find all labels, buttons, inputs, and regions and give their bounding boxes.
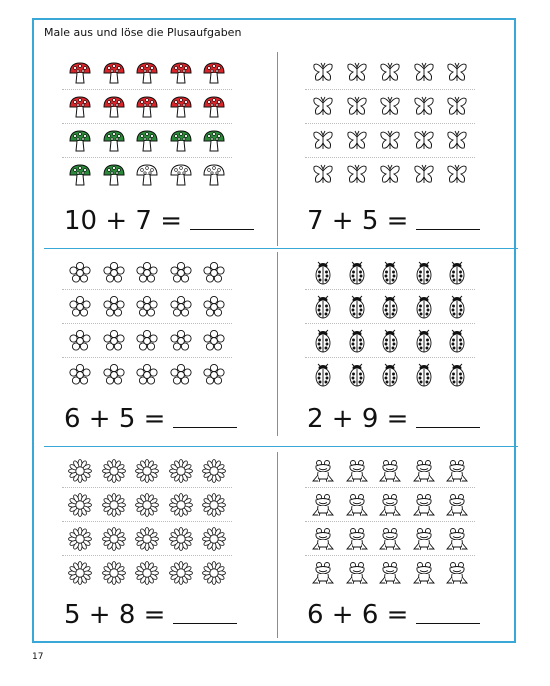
ladybug-icon[interactable] — [345, 295, 369, 319]
ladybug-icon[interactable] — [378, 295, 402, 319]
flower-icon[interactable] — [202, 261, 226, 285]
ladybug-icon[interactable] — [311, 261, 335, 285]
sunflower-icon[interactable] — [135, 527, 159, 551]
flower-icon[interactable] — [202, 363, 226, 387]
mushroom-icon[interactable] — [202, 129, 226, 153]
sunflower-icon[interactable] — [169, 561, 193, 585]
picture-row — [305, 90, 475, 124]
vertical-divider — [277, 252, 278, 436]
picture-row — [62, 522, 232, 556]
sunflower-icon[interactable] — [169, 459, 193, 483]
sunflower-icon[interactable] — [102, 459, 126, 483]
sunflower-icon[interactable] — [68, 493, 92, 517]
equation-text: 6 + 6 = — [307, 600, 409, 630]
exercise-cell-flowers — [42, 256, 273, 442]
picture-row — [62, 256, 232, 290]
frog-icon[interactable] — [311, 459, 335, 483]
ladybug-icon[interactable] — [412, 295, 436, 319]
mushroom-icon[interactable] — [102, 129, 126, 153]
mushroom-icon[interactable] — [202, 163, 226, 187]
picture-row — [62, 124, 232, 158]
answer-blank[interactable] — [416, 623, 480, 624]
butterfly-icon[interactable] — [445, 129, 469, 153]
picture-row — [305, 256, 475, 290]
picture-row — [305, 56, 475, 90]
ladybug-icon[interactable] — [445, 363, 469, 387]
frog-icon[interactable] — [378, 493, 402, 517]
frog-icon[interactable] — [412, 493, 436, 517]
equation — [64, 206, 254, 236]
answer-blank[interactable] — [190, 229, 254, 230]
exercise-cell-frogs — [285, 454, 516, 640]
sunflower-icon[interactable] — [202, 493, 226, 517]
frog-icon[interactable] — [412, 459, 436, 483]
frog-icon[interactable] — [445, 459, 469, 483]
flower-icon[interactable] — [102, 363, 126, 387]
mushroom-icon[interactable] — [169, 95, 193, 119]
flower-icon[interactable] — [68, 295, 92, 319]
exercise-cell-ladybugs — [285, 256, 516, 442]
sunflower-icon[interactable] — [169, 493, 193, 517]
flower-icon[interactable] — [169, 329, 193, 353]
mushroom-icon[interactable] — [135, 61, 159, 85]
picture-row — [305, 556, 475, 590]
flower-icon[interactable] — [169, 363, 193, 387]
butterfly-icon[interactable] — [311, 95, 335, 119]
picture-row — [62, 324, 232, 358]
flower-icon[interactable] — [102, 329, 126, 353]
butterfly-icon[interactable] — [412, 61, 436, 85]
vertical-divider — [277, 52, 278, 246]
equation — [64, 600, 237, 630]
answer-blank[interactable] — [173, 427, 237, 428]
butterfly-icon[interactable] — [412, 95, 436, 119]
picture-row — [305, 324, 475, 358]
butterfly-icon[interactable] — [445, 163, 469, 187]
mushroom-icon[interactable] — [169, 163, 193, 187]
sunflower-icon[interactable] — [202, 561, 226, 585]
equation — [64, 404, 237, 434]
butterfly-icon[interactable] — [445, 61, 469, 85]
flower-icon[interactable] — [202, 295, 226, 319]
picture-row — [62, 488, 232, 522]
mushroom-icon[interactable] — [169, 129, 193, 153]
ladybug-icon[interactable] — [311, 329, 335, 353]
answer-blank[interactable] — [416, 229, 480, 230]
mushroom-icon[interactable] — [102, 61, 126, 85]
butterfly-icon[interactable] — [311, 61, 335, 85]
worksheet-frame — [32, 18, 516, 643]
frog-icon[interactable] — [378, 459, 402, 483]
butterfly-icon[interactable] — [412, 129, 436, 153]
ladybug-icon[interactable] — [345, 261, 369, 285]
equation-text: 2 + 9 = — [307, 404, 409, 434]
picture-row — [62, 56, 232, 90]
frog-icon[interactable] — [311, 527, 335, 551]
picture-grid[interactable] — [62, 56, 232, 192]
sunflower-icon[interactable] — [68, 459, 92, 483]
frog-icon[interactable] — [345, 459, 369, 483]
answer-blank[interactable] — [416, 427, 480, 428]
butterfly-icon[interactable] — [378, 129, 402, 153]
sunflower-icon[interactable] — [135, 493, 159, 517]
ladybug-icon[interactable] — [445, 261, 469, 285]
flower-icon[interactable] — [102, 295, 126, 319]
ladybug-icon[interactable] — [378, 329, 402, 353]
picture-row — [62, 454, 232, 488]
equation — [307, 600, 480, 630]
sunflower-icon[interactable] — [135, 561, 159, 585]
picture-row — [62, 158, 232, 192]
picture-grid[interactable] — [305, 256, 475, 392]
vertical-divider — [277, 452, 278, 638]
frog-icon[interactable] — [412, 527, 436, 551]
flower-icon[interactable] — [135, 329, 159, 353]
butterfly-icon[interactable] — [378, 95, 402, 119]
picture-row — [305, 124, 475, 158]
ladybug-icon[interactable] — [412, 261, 436, 285]
sunflower-icon[interactable] — [68, 527, 92, 551]
ladybug-icon[interactable] — [412, 363, 436, 387]
mushroom-icon[interactable] — [135, 129, 159, 153]
mushroom-icon[interactable] — [169, 61, 193, 85]
answer-blank[interactable] — [173, 623, 237, 624]
frog-icon[interactable] — [345, 493, 369, 517]
page-number: 17 — [32, 652, 44, 662]
frog-icon[interactable] — [378, 527, 402, 551]
flower-icon[interactable] — [68, 261, 92, 285]
picture-grid[interactable] — [305, 56, 475, 192]
butterfly-icon[interactable] — [345, 95, 369, 119]
equation-text: 5 + 8 = — [64, 600, 166, 630]
frog-icon[interactable] — [445, 527, 469, 551]
sunflower-icon[interactable] — [102, 527, 126, 551]
ladybug-icon[interactable] — [345, 329, 369, 353]
sunflower-icon[interactable] — [102, 493, 126, 517]
picture-row — [305, 158, 475, 192]
ladybug-icon[interactable] — [345, 363, 369, 387]
mushroom-icon[interactable] — [202, 61, 226, 85]
picture-row — [305, 522, 475, 556]
ladybug-icon[interactable] — [445, 329, 469, 353]
picture-row — [62, 556, 232, 590]
mushroom-icon[interactable] — [68, 61, 92, 85]
worksheet-title: Male aus und löse die Plusaufgaben — [44, 26, 242, 39]
picture-grid[interactable] — [62, 454, 232, 590]
picture-row — [62, 90, 232, 124]
butterfly-icon[interactable] — [445, 95, 469, 119]
flower-icon[interactable] — [135, 261, 159, 285]
flower-icon[interactable] — [102, 261, 126, 285]
sunflower-icon[interactable] — [102, 561, 126, 585]
sunflower-icon[interactable] — [202, 527, 226, 551]
frog-icon[interactable] — [345, 527, 369, 551]
sunflower-icon[interactable] — [202, 459, 226, 483]
horizontal-divider — [44, 446, 518, 447]
ladybug-icon[interactable] — [311, 363, 335, 387]
equation-text: 6 + 5 = — [64, 404, 166, 434]
flower-icon[interactable] — [169, 261, 193, 285]
equation — [307, 404, 480, 434]
mushroom-icon[interactable] — [202, 95, 226, 119]
mushroom-icon[interactable] — [135, 163, 159, 187]
frog-icon[interactable] — [311, 493, 335, 517]
horizontal-divider — [44, 248, 518, 249]
frog-icon[interactable] — [412, 561, 436, 585]
flower-icon[interactable] — [68, 329, 92, 353]
frog-icon[interactable] — [445, 561, 469, 585]
frog-icon[interactable] — [311, 561, 335, 585]
ladybug-icon[interactable] — [311, 295, 335, 319]
butterfly-icon[interactable] — [345, 61, 369, 85]
frog-icon[interactable] — [345, 561, 369, 585]
sunflower-icon[interactable] — [135, 459, 159, 483]
picture-grid[interactable] — [62, 256, 232, 392]
picture-grid[interactable] — [305, 454, 475, 590]
exercise-cell-sunflowers — [42, 454, 273, 640]
ladybug-icon[interactable] — [445, 295, 469, 319]
butterfly-icon[interactable] — [311, 163, 335, 187]
equation-text: 10 + 7 = — [64, 206, 182, 236]
mushroom-icon[interactable] — [68, 129, 92, 153]
sunflower-icon[interactable] — [68, 561, 92, 585]
butterfly-icon[interactable] — [378, 61, 402, 85]
equation — [307, 206, 480, 236]
butterfly-icon[interactable] — [345, 129, 369, 153]
frog-icon[interactable] — [378, 561, 402, 585]
mushroom-icon[interactable] — [102, 163, 126, 187]
butterfly-icon[interactable] — [345, 163, 369, 187]
flower-icon[interactable] — [202, 329, 226, 353]
flower-icon[interactable] — [135, 295, 159, 319]
equation-text: 7 + 5 = — [307, 206, 409, 236]
exercise-cell-butterflies — [285, 56, 516, 246]
mushroom-icon[interactable] — [68, 163, 92, 187]
picture-row — [305, 358, 475, 392]
mushroom-icon[interactable] — [135, 95, 159, 119]
frog-icon[interactable] — [445, 493, 469, 517]
flower-icon[interactable] — [135, 363, 159, 387]
butterfly-icon[interactable] — [378, 163, 402, 187]
butterfly-icon[interactable] — [412, 163, 436, 187]
picture-row — [305, 454, 475, 488]
sunflower-icon[interactable] — [169, 527, 193, 551]
exercise-cell-mushrooms — [42, 56, 273, 246]
picture-row — [62, 290, 232, 324]
picture-row — [305, 488, 475, 522]
picture-row — [305, 290, 475, 324]
ladybug-icon[interactable] — [378, 261, 402, 285]
ladybug-icon[interactable] — [378, 363, 402, 387]
flower-icon[interactable] — [68, 363, 92, 387]
mushroom-icon[interactable] — [68, 95, 92, 119]
ladybug-icon[interactable] — [412, 329, 436, 353]
picture-row — [62, 358, 232, 392]
mushroom-icon[interactable] — [102, 95, 126, 119]
butterfly-icon[interactable] — [311, 129, 335, 153]
flower-icon[interactable] — [169, 295, 193, 319]
